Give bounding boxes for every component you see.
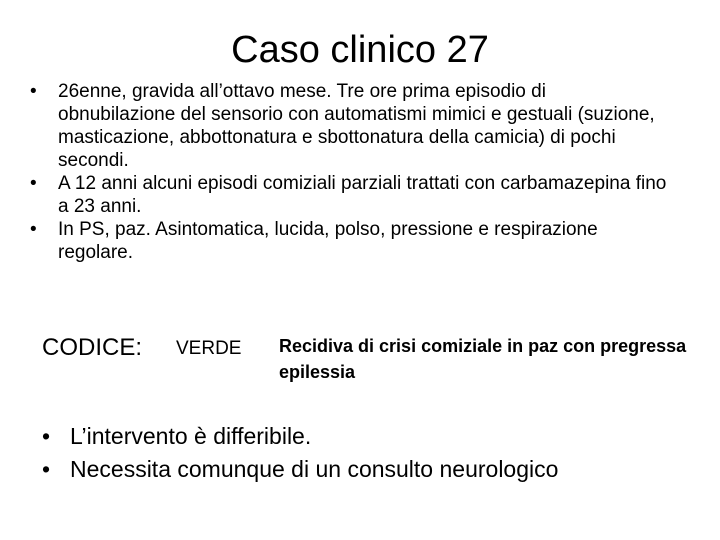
bullet-marker: • [30, 219, 37, 240]
conclusion-bullet-item [42, 420, 682, 453]
conclusion-bullet-item [42, 453, 682, 486]
case-bullet-text: In PS, paz. Asintomatica, lucida, polso, pressione e respirazione regolare. [58, 219, 598, 263]
case-bullet-list [28, 80, 668, 264]
case-bullet-text: 26enne, gravida all’ottavo mese. Tre ore prima episodio di obnubilazione del sensorio con automatismi mimici e gestuali (suzione, masticazione, abbottonatura e sbottonatura della camicia) di pochi secondi. [58, 81, 655, 171]
bullet-marker: • [30, 81, 37, 102]
case-bullet-item [28, 172, 668, 218]
conclusion-bullet-text: Necessita comunque di un consulto neurologico [70, 456, 559, 482]
codice-row [42, 333, 702, 393]
codice-value: VERDE [176, 338, 242, 359]
case-bullet-text: A 12 anni alcuni episodi comiziali parziali trattati con carbamazepina fino a 23 anni. [58, 173, 667, 217]
case-bullet-item [28, 218, 668, 264]
case-bullet-item [28, 80, 668, 172]
slide-title: Caso clinico 27 [231, 29, 489, 71]
bullet-marker: • [42, 423, 51, 449]
codice-label: CODICE: [42, 334, 143, 361]
conclusion-bullet-text: L’intervento è differibile. [70, 423, 312, 449]
bullet-marker: • [42, 456, 51, 482]
conclusion-bullet-list [42, 420, 682, 486]
codice-note: Recidiva di crisi comiziale in paz con pregressa epilessia [279, 336, 687, 382]
bullet-marker: • [30, 173, 37, 194]
